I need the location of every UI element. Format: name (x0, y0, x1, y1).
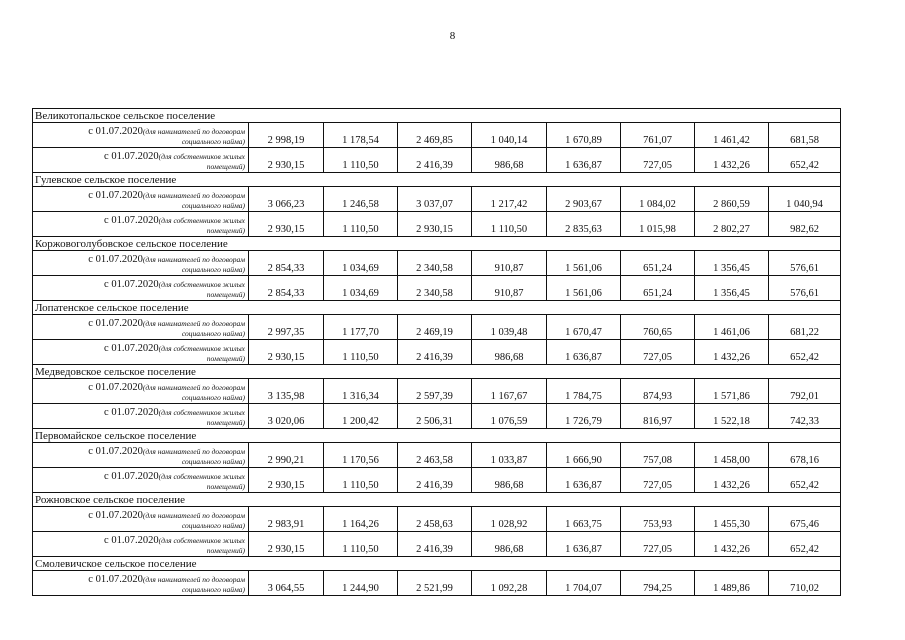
payer-category-note-cont: социального найма) (181, 137, 245, 146)
tariff-value-cell: 1 432,26 (695, 532, 769, 557)
tariff-value-cell: 1 432,26 (695, 340, 769, 365)
tariff-row-label (33, 148, 249, 173)
tariff-value-cell: 2 416,39 (398, 532, 472, 557)
payer-category-note-cont: социального найма) (181, 393, 245, 402)
tariff-value-cell: 2 469,85 (398, 123, 472, 148)
tariff-row-label (33, 507, 249, 532)
tariff-value-cell: 742,33 (769, 404, 841, 429)
settlement-name: Первомайское сельское поселение (33, 429, 841, 443)
row-label-line1 (36, 319, 245, 329)
tariff-value-cell: 1 015,98 (621, 212, 695, 237)
tariff-value-cell: 1 571,86 (695, 379, 769, 404)
tariff-value-cell: 910,87 (472, 276, 547, 301)
tariff-row (33, 148, 841, 173)
effective-date: с 01.07.2020 (88, 254, 143, 265)
tariff-value-cell: 2 983,91 (249, 507, 324, 532)
tariff-value-cell: 1 110,50 (324, 340, 398, 365)
settlement-name: Медведовское сельское поселение (33, 365, 841, 379)
tariff-value-cell: 1 458,00 (695, 443, 769, 468)
tariff-row (33, 532, 841, 557)
tariff-row-label (33, 468, 249, 493)
tariff-value-cell: 3 135,98 (249, 379, 324, 404)
row-label-line1 (36, 152, 245, 162)
row-label-line2 (36, 418, 245, 428)
tariff-value-cell: 1 489,86 (695, 571, 769, 596)
tariff-value-cell: 1 040,14 (472, 123, 547, 148)
tariff-value-cell: 2 930,15 (249, 148, 324, 173)
tariff-value-cell: 727,05 (621, 532, 695, 557)
row-label-line1 (36, 383, 245, 393)
tariff-value-cell: 652,42 (769, 340, 841, 365)
tariff-row (33, 379, 841, 404)
tariff-value-cell: 1 726,79 (547, 404, 621, 429)
payer-category-note: (для нанимателей по договорам (142, 383, 245, 392)
tariff-value-cell: 3 064,55 (249, 571, 324, 596)
settlement-header-row (33, 493, 841, 507)
row-label-line2 (36, 393, 245, 403)
tariff-value-cell: 986,68 (472, 148, 547, 173)
tariff-value-cell: 1 110,50 (324, 212, 398, 237)
tariff-row (33, 340, 841, 365)
payer-category-note: (для собственников жилых (158, 216, 245, 225)
tariff-row-label (33, 571, 249, 596)
payer-category-note-cont: помещений) (206, 482, 245, 491)
tariff-value-cell: 986,68 (472, 468, 547, 493)
tariff-value-cell: 874,93 (621, 379, 695, 404)
tariff-value-cell: 681,58 (769, 123, 841, 148)
tariff-value-cell: 2 930,15 (398, 212, 472, 237)
tariff-value-cell: 675,46 (769, 507, 841, 532)
effective-date: с 01.07.2020 (88, 446, 143, 457)
row-label-line1 (36, 575, 245, 585)
payer-category-note: (для собственников жилых (158, 152, 245, 161)
row-label-line1 (36, 408, 245, 418)
row-label-line2 (36, 521, 245, 531)
settlement-header-row (33, 557, 841, 571)
effective-date: с 01.07.2020 (104, 407, 159, 418)
effective-date: с 01.07.2020 (104, 279, 159, 290)
tariff-value-cell: 1 178,54 (324, 123, 398, 148)
tariff-value-cell: 1 092,28 (472, 571, 547, 596)
tariff-value-cell: 1 704,07 (547, 571, 621, 596)
payer-category-note: (для собственников жилых (158, 408, 245, 417)
tariff-value-cell: 1 432,26 (695, 148, 769, 173)
tariff-row-label (33, 187, 249, 212)
tariff-value-cell: 1 040,94 (769, 187, 841, 212)
payer-category-note: (для нанимателей по договорам (142, 447, 245, 456)
tariff-value-cell: 1 110,50 (324, 148, 398, 173)
row-label-line1 (36, 472, 245, 482)
row-label-line2 (36, 162, 245, 172)
effective-date: с 01.07.2020 (88, 190, 143, 201)
tariff-value-cell: 2 990,21 (249, 443, 324, 468)
tariff-value-cell: 1 164,26 (324, 507, 398, 532)
tariff-value-cell: 761,07 (621, 123, 695, 148)
effective-date: с 01.07.2020 (88, 382, 143, 393)
effective-date: с 01.07.2020 (88, 318, 143, 329)
tariff-value-cell: 652,42 (769, 148, 841, 173)
tariff-value-cell: 2 597,39 (398, 379, 472, 404)
row-label-line1 (36, 536, 245, 546)
tariff-value-cell: 1 039,48 (472, 315, 547, 340)
tariff-value-cell: 1 461,06 (695, 315, 769, 340)
payer-category-note: (для нанимателей по договорам (142, 575, 245, 584)
tariff-value-cell: 678,16 (769, 443, 841, 468)
tariff-row-label (33, 212, 249, 237)
settlement-header-row (33, 173, 841, 187)
payer-category-note-cont: помещений) (206, 226, 245, 235)
row-label-line1 (36, 255, 245, 265)
tariff-row-label (33, 340, 249, 365)
tariff-value-cell: 1 636,87 (547, 148, 621, 173)
tariff-value-cell: 1 167,67 (472, 379, 547, 404)
payer-category-note: (для собственников жилых (158, 472, 245, 481)
tariff-value-cell: 2 340,58 (398, 251, 472, 276)
tariff-row (33, 276, 841, 301)
row-label-line1 (36, 280, 245, 290)
row-label-line1 (36, 191, 245, 201)
tariff-value-cell: 576,61 (769, 251, 841, 276)
payer-category-note: (для нанимателей по договорам (142, 319, 245, 328)
tariff-row (33, 443, 841, 468)
tariff-row (33, 187, 841, 212)
tariff-value-cell: 1 663,75 (547, 507, 621, 532)
payer-category-note-cont: помещений) (206, 354, 245, 363)
tariff-value-cell: 1 177,70 (324, 315, 398, 340)
tariff-value-cell: 757,08 (621, 443, 695, 468)
tariff-row-label (33, 315, 249, 340)
payer-category-note: (для собственников жилых (158, 344, 245, 353)
tariff-value-cell: 1 670,89 (547, 123, 621, 148)
effective-date: с 01.07.2020 (104, 471, 159, 482)
tariff-value-cell: 3 037,07 (398, 187, 472, 212)
tariff-value-cell: 2 340,58 (398, 276, 472, 301)
tariff-value-cell: 910,87 (472, 251, 547, 276)
tariff-value-cell: 2 506,31 (398, 404, 472, 429)
settlement-name: Великотопальское сельское поселение (33, 109, 841, 123)
payer-category-note-cont: помещений) (206, 290, 245, 299)
tariff-row (33, 212, 841, 237)
tariff-value-cell: 652,42 (769, 468, 841, 493)
payer-category-note-cont: помещений) (206, 546, 245, 555)
tariff-value-cell: 2 416,39 (398, 468, 472, 493)
tariff-value-cell: 1 028,92 (472, 507, 547, 532)
settlement-header-row (33, 109, 841, 123)
tariff-value-cell: 2 930,15 (249, 212, 324, 237)
tariff-value-cell: 760,65 (621, 315, 695, 340)
tariff-row-label (33, 379, 249, 404)
tariff-value-cell: 1 356,45 (695, 276, 769, 301)
tariff-value-cell: 681,22 (769, 315, 841, 340)
tariff-value-cell: 3 066,23 (249, 187, 324, 212)
tariff-row-label (33, 443, 249, 468)
tariff-value-cell: 1 356,45 (695, 251, 769, 276)
tariff-value-cell: 1 784,75 (547, 379, 621, 404)
row-label-line2 (36, 201, 245, 211)
tariff-value-cell: 1 244,90 (324, 571, 398, 596)
tariff-row (33, 123, 841, 148)
tariff-value-cell: 1 522,18 (695, 404, 769, 429)
payer-category-note: (для нанимателей по договорам (142, 511, 245, 520)
tariff-value-cell: 2 903,67 (547, 187, 621, 212)
tariff-value-cell: 1 636,87 (547, 468, 621, 493)
settlement-header-row (33, 301, 841, 315)
effective-date: с 01.07.2020 (88, 574, 143, 585)
tariff-value-cell: 1 636,87 (547, 340, 621, 365)
tariff-value-cell: 1 170,56 (324, 443, 398, 468)
tariff-value-cell: 1 084,02 (621, 187, 695, 212)
payer-category-note-cont: социального найма) (181, 201, 245, 210)
payer-category-note-cont: социального найма) (181, 457, 245, 466)
effective-date: с 01.07.2020 (88, 126, 143, 137)
effective-date: с 01.07.2020 (104, 343, 159, 354)
tariff-value-cell: 1 316,34 (324, 379, 398, 404)
tariff-value-cell: 2 998,19 (249, 123, 324, 148)
row-label-line1 (36, 344, 245, 354)
tariff-row (33, 571, 841, 596)
row-label-line2 (36, 354, 245, 364)
tariff-value-cell: 1 666,90 (547, 443, 621, 468)
tariff-row-label (33, 404, 249, 429)
tariff-value-cell: 576,61 (769, 276, 841, 301)
tariff-row (33, 404, 841, 429)
tariff-value-cell: 1 455,30 (695, 507, 769, 532)
tariff-table (32, 108, 841, 596)
tariff-value-cell: 2 835,63 (547, 212, 621, 237)
tariff-value-cell: 1 561,06 (547, 276, 621, 301)
effective-date: с 01.07.2020 (88, 510, 143, 521)
payer-category-note: (для нанимателей по договорам (142, 191, 245, 200)
tariff-value-cell: 3 020,06 (249, 404, 324, 429)
payer-category-note: (для нанимателей по договорам (142, 255, 245, 264)
row-label-line1 (36, 127, 245, 137)
tariff-value-cell: 1 110,50 (324, 532, 398, 557)
tariff-row-label (33, 276, 249, 301)
tariff-value-cell: 652,42 (769, 532, 841, 557)
tariff-value-cell: 651,24 (621, 276, 695, 301)
payer-category-note: (для нанимателей по договорам (142, 127, 245, 136)
tariff-value-cell: 651,24 (621, 251, 695, 276)
row-label-line2 (36, 226, 245, 236)
tariff-value-cell: 1 110,50 (324, 468, 398, 493)
tariff-value-cell: 986,68 (472, 340, 547, 365)
tariff-value-cell: 1 034,69 (324, 276, 398, 301)
tariff-value-cell: 727,05 (621, 468, 695, 493)
tariff-value-cell: 2 416,39 (398, 148, 472, 173)
tariff-value-cell: 2 930,15 (249, 340, 324, 365)
payer-category-note-cont: помещений) (206, 162, 245, 171)
tariff-value-cell: 2 802,27 (695, 212, 769, 237)
row-label-line2 (36, 137, 245, 147)
payer-category-note-cont: социального найма) (181, 329, 245, 338)
tariff-value-cell: 1 246,58 (324, 187, 398, 212)
payer-category-note-cont: помещений) (206, 418, 245, 427)
tariff-value-cell: 1 110,50 (472, 212, 547, 237)
effective-date: с 01.07.2020 (104, 215, 159, 226)
settlement-name: Коржовоголубовское сельское поселение (33, 237, 841, 251)
page-number: 8 (449, 30, 456, 42)
settlement-header-row (33, 237, 841, 251)
tariff-value-cell: 2 997,35 (249, 315, 324, 340)
settlement-name: Рожновское сельское поселение (33, 493, 841, 507)
tariff-value-cell: 2 521,99 (398, 571, 472, 596)
tariff-value-cell: 2 458,63 (398, 507, 472, 532)
tariff-value-cell: 1 034,69 (324, 251, 398, 276)
tariff-row (33, 251, 841, 276)
row-label-line2 (36, 457, 245, 467)
payer-category-note: (для собственников жилых (158, 536, 245, 545)
tariff-value-cell: 1 561,06 (547, 251, 621, 276)
effective-date: с 01.07.2020 (104, 151, 159, 162)
tariff-value-cell: 2 860,59 (695, 187, 769, 212)
tariff-row (33, 315, 841, 340)
tariff-value-cell: 1 461,42 (695, 123, 769, 148)
tariff-value-cell: 1 432,26 (695, 468, 769, 493)
tariff-row-label (33, 123, 249, 148)
payer-category-note: (для собственников жилых (158, 280, 245, 289)
row-label-line1 (36, 447, 245, 457)
payer-category-note-cont: социального найма) (181, 265, 245, 274)
payer-category-note-cont: социального найма) (181, 585, 245, 594)
tariff-value-cell: 986,68 (472, 532, 547, 557)
tariff-value-cell: 1 033,87 (472, 443, 547, 468)
settlement-name: Смолевичское сельское поселение (33, 557, 841, 571)
row-label-line2 (36, 585, 245, 595)
tariff-table-body (33, 109, 841, 596)
settlement-name: Лопатенское сельское поселение (33, 301, 841, 315)
tariff-value-cell: 2 854,33 (249, 276, 324, 301)
tariff-value-cell: 1 217,42 (472, 187, 547, 212)
tariff-value-cell: 2 930,15 (249, 532, 324, 557)
tariff-value-cell: 2 416,39 (398, 340, 472, 365)
row-label-line2 (36, 290, 245, 300)
tariff-row-label (33, 251, 249, 276)
tariff-value-cell: 2 463,58 (398, 443, 472, 468)
tariff-value-cell: 2 469,19 (398, 315, 472, 340)
row-label-line2 (36, 546, 245, 556)
tariff-value-cell: 1 670,47 (547, 315, 621, 340)
tariff-row-label (33, 532, 249, 557)
tariff-value-cell: 794,25 (621, 571, 695, 596)
tariff-value-cell: 2 854,33 (249, 251, 324, 276)
tariff-value-cell: 792,01 (769, 379, 841, 404)
tariff-value-cell: 753,93 (621, 507, 695, 532)
tariff-value-cell: 727,05 (621, 340, 695, 365)
tariff-value-cell: 816,97 (621, 404, 695, 429)
tariff-value-cell: 1 076,59 (472, 404, 547, 429)
settlement-name: Гулевское сельское поселение (33, 173, 841, 187)
row-label-line1 (36, 511, 245, 521)
row-label-line2 (36, 482, 245, 492)
tariff-value-cell: 710,02 (769, 571, 841, 596)
effective-date: с 01.07.2020 (104, 535, 159, 546)
tariff-value-cell: 1 636,87 (547, 532, 621, 557)
payer-category-note-cont: социального найма) (181, 521, 245, 530)
tariff-row (33, 468, 841, 493)
tariff-value-cell: 727,05 (621, 148, 695, 173)
row-label-line1 (36, 216, 245, 226)
tariff-value-cell: 2 930,15 (249, 468, 324, 493)
settlement-header-row (33, 429, 841, 443)
row-label-line2 (36, 265, 245, 275)
tariff-value-cell: 982,62 (769, 212, 841, 237)
settlement-header-row (33, 365, 841, 379)
tariff-value-cell: 1 200,42 (324, 404, 398, 429)
tariff-row (33, 507, 841, 532)
row-label-line2 (36, 329, 245, 339)
